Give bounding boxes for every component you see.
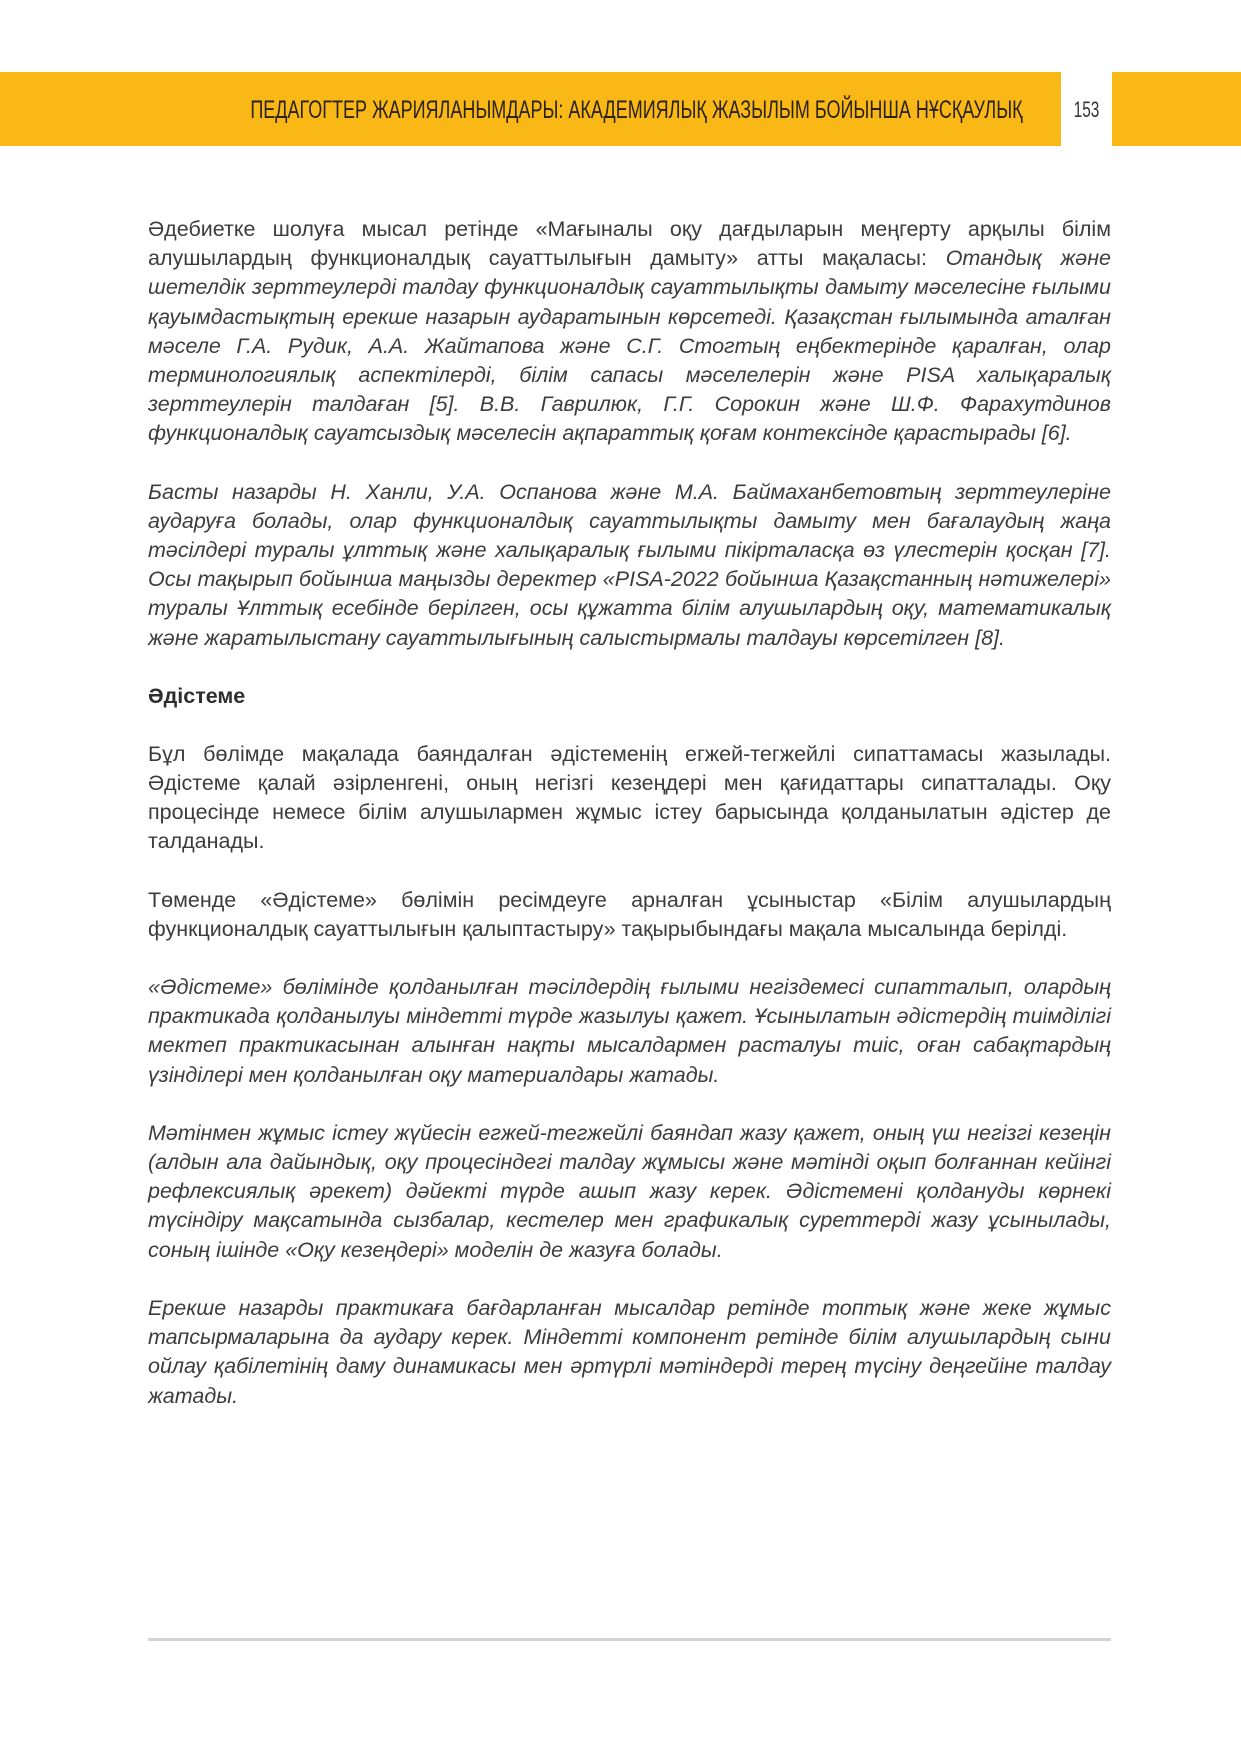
paragraph-italic-quote: Отандық және шетелдік зерттеулерді талдау функционалдық сауаттылықты дамыту мәселесіне ғылыми қауымдастықтың ерекше назарын аударатынын көрсетеді. Қазақстан ғылымында аталған мәселе Г.А. Рудик, А.А. Жайтапова және С.Г. Стогтың еңбектерінде қаралған, олар терминологиялық аспектілерді, білім сапасы мәселелерін және PISA халықаралық зерттеулерін талдаған [5]. В.В. Гаврилюк, Г.Г. Сорокин және Ш.Ф. Фарахутдинов функционалдық сауатсыздық мәселесін ақпараттық қоғам контексінде қарастырады [6]. xyxy=(148,246,1111,446)
footer-divider xyxy=(148,1638,1111,1641)
paragraph-research-overview: Басты назарды Н. Ханли, У.А. Оспанова және М.А. Баймаханбетовтың зерттеулеріне аударуға болады, олар функционалдық сауаттылықты дамыту мен бағалаудың жаңа тәсілдері туралы ұлттық және халықаралық ғылыми пікірталасқа өз үлестерін қосқан [7]. Осы тақырып бойынша маңызды деректер «PISA-2022 бойынша Қазақстанның нәтижелері» туралы Ұлттық есебінде берілген, осы құжатта білім алушылардың оқу, математикалық және жаратылыстану сауаттылығының салыстырмалы талдауы көрсетілген [8]. xyxy=(148,479,1111,650)
paragraph-text-work-system: Мәтінмен жұмыс істеу жүйесін егжей-тегжейлі баяндап жазу қажет, оның үш негізгі кезеңін (алдын ала дайындық, оқу процесіндегі талдау жұмысы және мәтінді оқып болғаннан кейінгі рефлексиялық әрекет) дәйекті түрде ашып жазу керек. Әдістемені қолдануды көрнекі түсіндіру мақсатында сызбалар, кестелер мен графикалық суреттерді жазу ұсынылады, соның ішінде «Оқу кезеңдері» моделін де жазуға болады. xyxy=(148,1120,1111,1262)
header-accent-block xyxy=(1112,72,1241,146)
paragraph-literature-review-example xyxy=(148,215,1111,449)
paragraph-methodology-recommendations: Төменде «Әдістеме» бөлімін ресімдеуге арналған ұсыныстар «Білім алушылардың функционалдық сауаттылығын қалыптастыру» тақырыбындағы мақала мысалында берілді. xyxy=(148,887,1111,941)
running-header-title: ПЕДАГОГТЕР ЖАРИЯЛАНЫМДАРЫ: АКАДЕМИЯЛЫҚ ЖАЗЫЛЫМ БОЙЫНША НҰСҚАУЛЫҚ xyxy=(250,96,1023,124)
paragraph-methodology-basis: «Әдістеме» бөлімінде қолданылған тәсілдердің ғылыми негіздемесі сипатталып, олардың практикада қолданылуы міндетті түрде жазылуы қажет. Ұсынылатын әдістердің тиімділігі мектеп практикасынан алынған нақты мысалдармен расталуы тиіс, оған сабақтардың үзінділері мен қолданылған оқу материалдары жатады. xyxy=(148,975,1111,1087)
header-bar xyxy=(0,72,1061,146)
section-heading-methodology: Әдістеме xyxy=(148,683,246,708)
paragraph-practice-examples: Ерекше назарды практикаға бағдарланған мысалдар ретінде топтық және жеке жұмыс тапсырмаларына да аудару керек. Міндетті компонент ретінде білім алушылардың сыни ойлау қабілетінің даму динамикасы мен әртүрлі мәтіндерді терең түсіну деңгейіне талдау жатады. xyxy=(148,1295,1111,1408)
page-number: 153 xyxy=(1073,97,1100,122)
page-content xyxy=(148,215,1111,1440)
paragraph-methodology-description: Бұл бөлімде мақалада баяндалған әдістеменің егжей-тегжейлі сипаттамасы жазылады. Әдістеме қалай әзірленгені, оның негізгі кезеңдері мен қағидаттары сипатталады. Оқу процесінде немесе білім алушылармен жұмыс істеу барысында қолданылатын әдістер де талданады. xyxy=(148,741,1111,854)
paragraph-intro-text: Әдебиетке шолуға мысал ретінде «Мағыналы оқу дағдыларын меңгерту арқылы білім алушылардың функционалдық сауаттылығын дамыту» атты мақаласы: xyxy=(148,217,1111,271)
